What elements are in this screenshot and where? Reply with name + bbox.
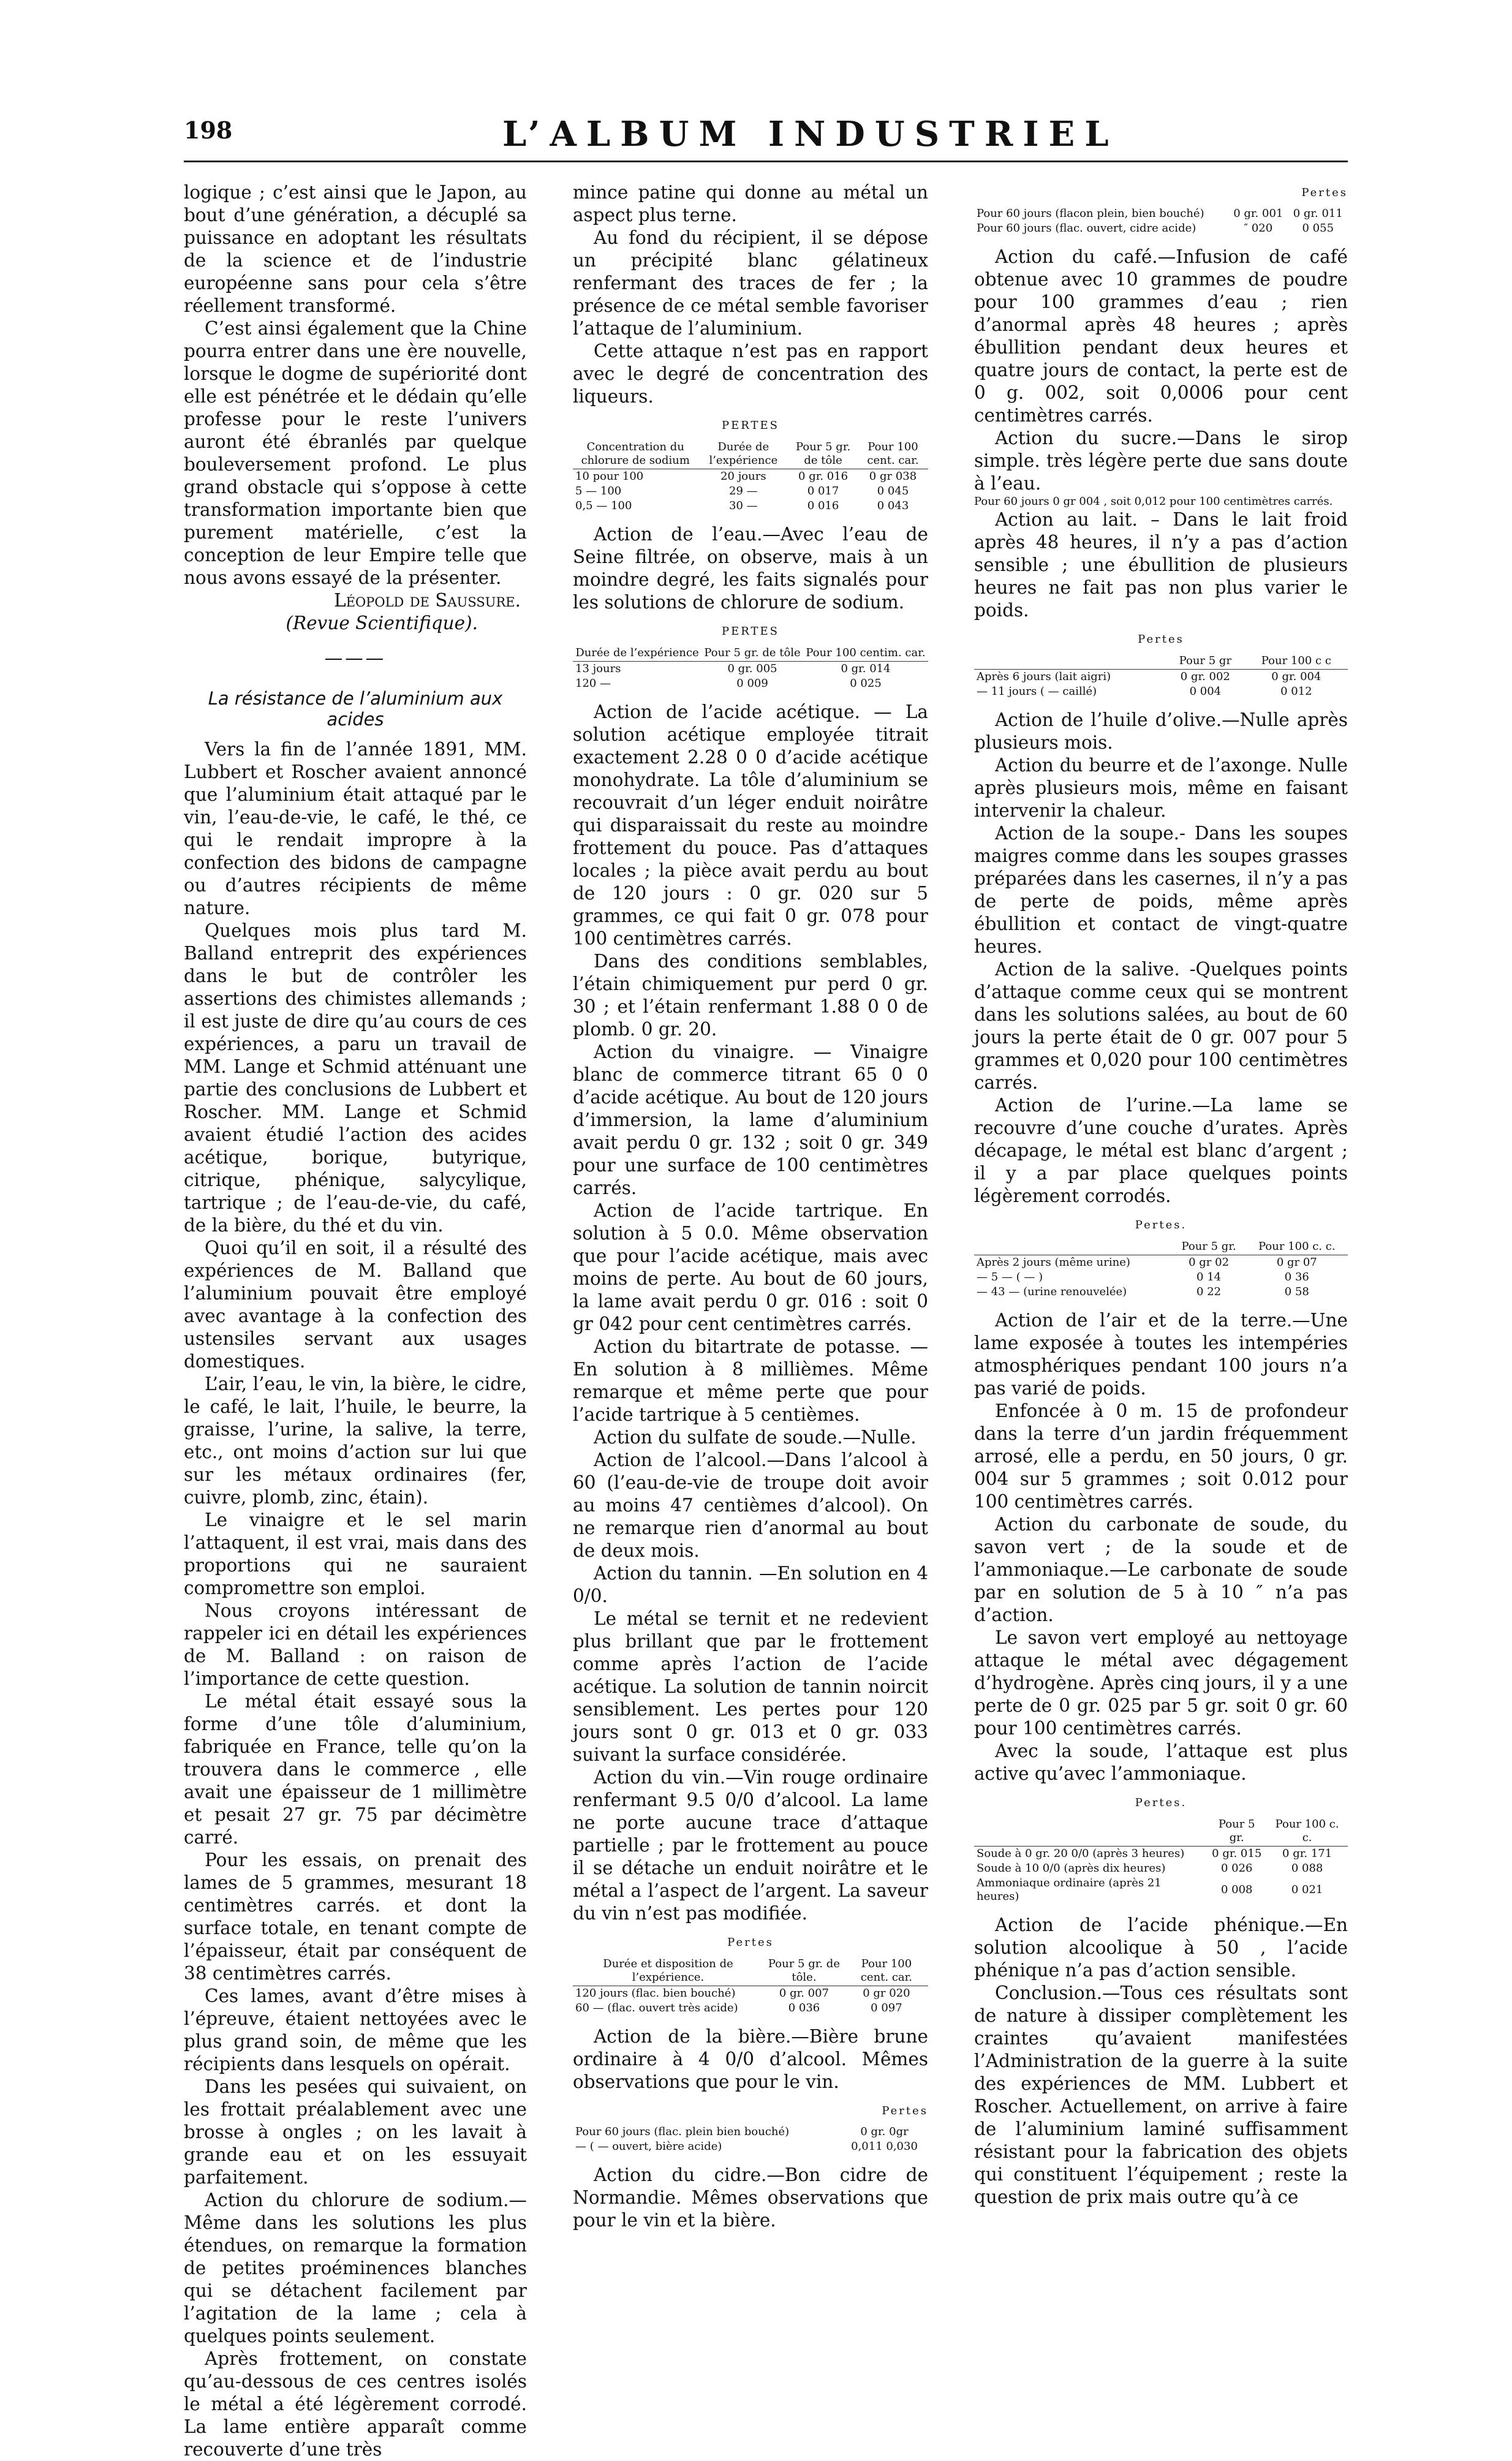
paragraph: Enfoncée à 0 m. 15 de profondeur dans la terre d’un jardin fréquemment arrosé, elle a perdu, en 50 jours, 0 gr. 004 sur 5 grammes ; soit 0.012 pour 100 centimètres carrés. bbox=[974, 1401, 1348, 1512]
table-cell: 29 — bbox=[729, 485, 758, 497]
table-row bbox=[573, 662, 928, 677]
table-header: Pour 100 centim. car. bbox=[803, 645, 928, 662]
paragraph: Action de l’urine.—La lame se recouvre d’une couche d’urates. Après décapage, le métal est blanc d’argent ; il y a par place quelques points légèrement corrodés. bbox=[974, 1095, 1348, 1206]
table-cell: — 43 — (urine renouvelée) bbox=[977, 1285, 1127, 1298]
table-caption: Pertes bbox=[1138, 633, 1184, 646]
table-cell: 0 gr. 011 bbox=[1293, 207, 1343, 220]
table-caption: Pertes. bbox=[1135, 1219, 1187, 1231]
author-signature: Léopold de Saussure. bbox=[334, 590, 521, 611]
table-cell: 0 008 bbox=[1220, 1883, 1253, 1896]
paragraph: Action du sucre.—Dans le sirop simple. très légère perte due sans doute à l’eau. bbox=[974, 428, 1348, 494]
paragraph: Quoi qu’il en soit, il a résulté des expériences de M. Balland que l’aluminium pouvait être employé avec avantage à la confection des ustensiles servant aux usages domestiques. bbox=[184, 1238, 527, 1372]
table-row bbox=[974, 1861, 1348, 1876]
paragraph: Dans des conditions semblables, l’étain chimiquement pur perd 0 gr. 30 ; et l’étain renfermant 1.88 0 0 de plomb. 0 gr. 20. bbox=[573, 951, 928, 1040]
table-header: Durée et disposition de l’expérience. bbox=[573, 1956, 763, 1986]
article-heading: La résistance de l’aluminium aux acides bbox=[208, 688, 503, 730]
table-cell: 0 012 bbox=[1280, 685, 1312, 698]
table-cell: 0 gr. 004 bbox=[1271, 670, 1321, 683]
paragraph: Action du vin.—Vin rouge ordinaire renfermant 9.5 0/0 d’alcool. La lame ne porte aucune trace d’attaque partielle ; par le frottement au pouce il se détache un enduit noirâtre et le métal a l’aspect de l’argent. La saveur du vin n’est pas modifiée. bbox=[573, 1767, 928, 1924]
table-cell: 0 017 bbox=[807, 485, 839, 497]
table-header: Pour 100 c. c. bbox=[1266, 1816, 1348, 1847]
table-header: Pour 100 c c bbox=[1245, 653, 1348, 670]
data-table bbox=[974, 1239, 1348, 1299]
paragraph: Vers la fin de l’année 1891, MM. Lubbert et Roscher avaient annoncé que l’aluminium était attaqué par le vin, l’eau-de-vie, le café, le thé, ce qui le rendait impropre à la confection des bidons de campagne ou d’autres récipients de même nature. bbox=[184, 739, 527, 918]
table-cell: 0 045 bbox=[877, 485, 909, 497]
table-row bbox=[974, 1255, 1348, 1271]
table-cell: ″ 020 bbox=[1244, 222, 1273, 235]
table-header: Durée de l’expérience bbox=[573, 645, 701, 662]
paragraph: Action du sulfate de soude.—Nulle. bbox=[594, 1427, 917, 1448]
paragraph: Quelques mois plus tard M. Balland entreprit des expériences dans le but de contrôler les assertions des chimistes allemands ; il est juste de dire qu’au cours de ces expériences, a paru un travail de MM. Lange et Schmid atténuant une partie des conclusions de Lubbert et Roscher. MM. Lange et Schmid avaient étudié l’action des acides acétique, borique, butyrique, citrique, phénique, salycylique, tartrique ; de l’eau-de-vie, du café, de la bière, du thé et du vin. bbox=[184, 920, 527, 1236]
page-number: 198 bbox=[184, 116, 233, 144]
table-caption: Pertes bbox=[727, 1936, 774, 1949]
paragraph: Le savon vert employé au nettoyage attaque le métal avec dégagement d’hydrogène. Après cinq jours, il y a une perte de 0 gr. 025 par 5 gr. soit 0 gr. 60 pour 100 centimètres carrés. bbox=[974, 1627, 1348, 1739]
table-cell: 5 — 100 bbox=[575, 485, 622, 497]
paragraph: Action de l’eau.—Avec l’eau de Seine filtrée, on observe, mais à un moindre degré, les faits signalés pour les solutions de chlorure de sodium. bbox=[573, 524, 928, 613]
table-cell: 0 055 bbox=[1302, 222, 1334, 235]
table-row bbox=[974, 670, 1348, 685]
paragraph: Action du cidre.—Bon cidre de Normandie. Mêmes observations que pour le vin et la bière. bbox=[573, 2164, 928, 2231]
table-header: Pour 5 gr. bbox=[1172, 1239, 1246, 1255]
table-cell: 120 jours (flac. bien bouché) bbox=[575, 1987, 736, 2000]
table-row bbox=[573, 1986, 928, 2002]
data-table bbox=[974, 1816, 1348, 1904]
paragraph: Action du café.—Infusion de café obtenue avec 10 grammes de poudre pour 100 grammes d’eau ; rien d’anormal après 48 heures ; après ébullition pendant deux heures et quatre jours de contact, la perte est de 0 g. 002, soit 0,0006 pour cent centimètres carrés. bbox=[974, 246, 1348, 426]
paragraph: Action du chlorure de sodium.—Même dans les solutions les plus étendues, on remarque la formation de petites proéminences blanches qui se détachent facilement par l’agitation de la lame ; cela à quelques points seulement. bbox=[184, 2190, 527, 2346]
table-cell: Soude à 10 0/0 (après dix heures) bbox=[977, 1862, 1166, 1875]
table-row bbox=[974, 684, 1348, 699]
table-caption: Pertes bbox=[1301, 186, 1348, 199]
table-cell: 0 009 bbox=[736, 677, 768, 690]
table-cell: 0 088 bbox=[1291, 1862, 1323, 1875]
table-cell: 0 021 bbox=[1291, 1883, 1323, 1896]
paragraph: Au fond du récipient, il se dépose un précipité blanc gélatineux renfermant des traces de fer ; la présence de ce métal semble favoriser l’attaque de l’aluminium. bbox=[573, 227, 928, 339]
paragraph: Le métal était essayé sous la forme d’une tôle d’aluminium, fabriquée en France, telle qu’on la trouvera dans le commerce , elle avait une épaisseur de 1 millimètre et pesait 27 gr. 75 par décimètre carré. bbox=[184, 1691, 527, 1848]
table-cell: 0 gr. 001 bbox=[1233, 207, 1283, 220]
table-header bbox=[974, 1239, 1172, 1255]
table-cell: 0 gr. 0gr bbox=[860, 2125, 909, 2138]
paragraph: Action du bitartrate de potasse. — En solution à 8 millièmes. Même remarque et même perte que pour l’acide tartrique à 5 centièmes. bbox=[573, 1336, 928, 1425]
table-cell: Ammoniaque ordinaire (après 21 heures) bbox=[977, 1877, 1162, 1903]
paragraph: logique ; c’est ainsi que le Japon, au bout d’une génération, a décuplé sa puissance en adoptant les résultats de la science et de l’industrie européenne sans pour cela s’être réellement transformé. bbox=[184, 182, 527, 316]
section-divider: ——— bbox=[324, 648, 387, 668]
table-header: Pour 5 gr. de tôle bbox=[788, 439, 858, 469]
table-cell: — ( — ouvert, bière acide) bbox=[575, 2140, 722, 2153]
table-header: Pour 100 c. c. bbox=[1246, 1239, 1348, 1255]
table-cell: 0 gr. 014 bbox=[841, 662, 891, 675]
data-table bbox=[573, 1956, 928, 2016]
table-caption: Pertes. bbox=[1135, 1796, 1187, 1809]
column-1 bbox=[184, 181, 527, 2460]
table-header: Concentration du chlorure de sodium bbox=[573, 439, 698, 469]
column-2 bbox=[573, 181, 928, 2231]
table-cell: Soude à 0 gr. 20 0/0 (après 3 heures) bbox=[977, 1847, 1185, 1860]
table-cell: 0 58 bbox=[1284, 1285, 1309, 1298]
paragraph: Action du tannin. —En solution en 4 0/0. bbox=[573, 1563, 928, 1606]
table-cell: 0 gr. 016 bbox=[798, 470, 849, 483]
paragraph: Dans les pesées qui suivaient, on les frottait préalablement avec une brosse à ongles ; on les lavait à grande eau et on les essuyait parfaitement. bbox=[184, 2076, 527, 2188]
table-header bbox=[974, 1816, 1207, 1847]
paragraph: Action au lait. – Dans le lait froid après 48 heures, il n’y a pas d’action sensible ; une ébullition de plusieurs heures ne fait pas non plus varier le poids. bbox=[974, 509, 1348, 621]
table-cell: 0 14 bbox=[1196, 1271, 1222, 1283]
paragraph: L’air, l’eau, le vin, la bière, le cidre, le café, le lait, l’huile, le beurre, la graisse, l’urine, la salive, la terre, etc., ont moins d’action sur lui que sur les métaux ordinaires (fer, cuivre, plomb, zinc, étain). bbox=[184, 1374, 527, 1508]
table-cell: 0,011 0,030 bbox=[851, 2140, 918, 2153]
data-table bbox=[974, 206, 1348, 236]
paragraph: Action de l’air et de la terre.—Une lame exposée à toutes les intempéries atmosphériques pendant 100 jours n’a pas varié de poids. bbox=[974, 1310, 1348, 1399]
paragraph: Avec la soude, l’attaque est plus active qu’avec l’ammoniaque. bbox=[974, 1741, 1348, 1784]
table-row bbox=[974, 1270, 1348, 1285]
table-row bbox=[974, 1847, 1348, 1862]
paragraph: Nous croyons intéressant de rappeler ici en détail les expériences de M. Balland : on raison de l’importance de cette question. bbox=[184, 1600, 527, 1689]
data-table bbox=[573, 645, 928, 691]
table-cell: 13 jours bbox=[575, 662, 621, 675]
paragraph: Action de l’acide phénique.—En solution alcoolique à 50 , l’acide phénique n’a pas d’action sensible. bbox=[974, 1915, 1348, 1981]
paragraph: Action du vinaigre. — Vinaigre blanc de commerce titrant 65 0 0 d’acide acétique. Au bout de 120 jours d’immersion, la lame d’aluminium avait perdu 0 gr. 132 ; soit 0 gr. 349 pour une surface de 100 centimètres carrés. bbox=[573, 1041, 928, 1198]
table-cell: Pour 60 jours (flacon plein, bien bouché) bbox=[977, 207, 1204, 220]
data-table bbox=[974, 653, 1348, 699]
table-cell: 0 36 bbox=[1284, 1271, 1309, 1283]
table-row bbox=[974, 1285, 1348, 1299]
table-cell: 0 004 bbox=[1189, 685, 1222, 698]
table-cell: 60 — (flac. ouvert très acide) bbox=[575, 2002, 738, 2014]
page-header bbox=[184, 114, 1348, 157]
table-cell: 120 — bbox=[575, 677, 611, 690]
table-header: Pour 5 gr. de tôle. bbox=[763, 1956, 845, 1986]
paragraph: Action de l’huile d’olive.—Nulle après plusieurs mois. bbox=[974, 709, 1348, 753]
table-cell: 0 016 bbox=[807, 499, 839, 512]
table-header bbox=[974, 653, 1166, 670]
table-cell: 0 gr. 171 bbox=[1282, 1847, 1332, 1860]
table-caption: Pertes bbox=[882, 2104, 928, 2117]
table-cell: 0 025 bbox=[850, 677, 882, 690]
paragraph: C’est ainsi également que la Chine pourra entrer dans une ère nouvelle, lorsque le dogme de supériorité dont elle est pénétrée et le dédain qu’elle professe pour le reste l’univers auront été ébranlés par quelque bouleversement profond. Le plus grand obstacle qui s’oppose à cette transformation importante bien que purement matérielle, c’est la conception de leur Empire telle que nous avons essayé de la présenter. bbox=[184, 318, 527, 588]
paragraph: Ces lames, avant d’être mises à l’épreuve, étaient nettoyées avec le plus grand soin, de même que les récipients dans lesquels on opérait. bbox=[184, 1986, 527, 2074]
table-header: Durée de l’expérience bbox=[698, 439, 789, 469]
table-row bbox=[974, 221, 1348, 236]
paragraph: Le vinaigre et le sel marin l’attaquent, il est vrai, mais dans des proportions qui ne sauraient compromettre son emploi. bbox=[184, 1510, 527, 1598]
table-cell: 0 gr. 007 bbox=[779, 1987, 830, 2000]
table-row bbox=[573, 2139, 928, 2154]
table-row bbox=[573, 2001, 928, 2016]
data-table bbox=[573, 439, 928, 513]
paragraph: Action de la salive. -Quelques points d’attaque comme ceux qui se montrent dans les solutions salées, au bout de 60 jours la perte était de 0 gr. 007 pour 5 grammes et 0,020 pour 100 centimètres carrés. bbox=[974, 959, 1348, 1093]
paragraph: Action de la bière.—Bière brune ordinaire à 4 0/0 d’alcool. Mêmes observations que pour le vin. bbox=[573, 2026, 928, 2092]
table-cell: — 11 jours ( — caillé) bbox=[977, 685, 1097, 698]
table-header: Pour 100 cent. car. bbox=[858, 439, 928, 469]
paragraph: Pour les essais, on prenait des lames de 5 grammes, mesurant 18 centimètres carrés. et dont la surface totale, en tenant compte de l’épaisseur, était par conséquent de 38 centimètres carrés. bbox=[184, 1850, 527, 1984]
table-note: Pour 60 jours 0 gr 004 , soit 0,012 pour 100 centimètres carrés. bbox=[974, 495, 1333, 508]
table-caption: PERTES bbox=[722, 419, 779, 432]
table-row bbox=[573, 676, 928, 691]
table-cell: 0 043 bbox=[877, 499, 909, 512]
paragraph: Action du beurre et de l’axonge. Nulle après plusieurs mois, même en faisant intervenir la chaleur. bbox=[974, 755, 1348, 821]
paragraph: Action du carbonate de soude, du savon vert ; de la soude et de l’ammoniaque.—Le carbonate de soude par en solution de 5 à 10 ″ n’a pas d’action. bbox=[974, 1514, 1348, 1625]
table-cell: Après 2 jours (même urine) bbox=[977, 1256, 1130, 1269]
table-row bbox=[573, 484, 928, 499]
table-cell: 0 097 bbox=[871, 2002, 902, 2014]
table-cell: 0 gr. 015 bbox=[1212, 1847, 1262, 1860]
table-row bbox=[573, 499, 928, 513]
table-row bbox=[974, 206, 1348, 221]
running-title: L’ALBUM INDUSTRIEL bbox=[502, 114, 1119, 154]
table-header: Pour 5 gr bbox=[1166, 653, 1245, 670]
source-citation: (Revue Scientifique). bbox=[285, 613, 478, 633]
paragraph: Action de la soupe.- Dans les soupes maigres comme dans les soupes grasses préparées dans les casernes, il n’y a pas de perte de poids, même après ébullition et contact de vingt-quatre heures. bbox=[974, 823, 1348, 957]
paragraph: Après frottement, on constate qu’au-dessous de ces centres isolés le métal a été légèrement corrodé. La lame entière apparaît comme recouverte d’une très bbox=[184, 2348, 527, 2460]
table-row bbox=[573, 469, 928, 485]
paragraph: Action de l’alcool.—Dans l’alcool à 60 (l’eau-de-vie de troupe doit avoir au moins 47 centièmes d’alcool). On ne remarque rien d’anormal au bout de deux mois. bbox=[573, 1450, 928, 1561]
column-3 bbox=[974, 181, 1348, 2221]
header-rule bbox=[184, 161, 1348, 162]
paragraph: Conclusion.—Tous ces résultats sont de nature à dissiper complètement les craintes qu’avaient manifestées l’Administration de la guerre à la suite des expériences de MM. Lubbert et Roscher. Actuellement, on arrive à faire de l’aluminium laminé suffisamment résistant pour la fabrication des objets qui constituent l’équipement ; reste la question de prix mais outre qu’à ce bbox=[974, 1983, 1348, 2207]
table-cell: 0 gr 038 bbox=[869, 470, 917, 483]
table-cell: 0 gr 020 bbox=[863, 1987, 910, 2000]
table-cell: 20 jours bbox=[720, 470, 766, 483]
table-cell: Pour 60 jours (flac. ouvert, cidre acide) bbox=[977, 222, 1196, 235]
table-cell: 0 22 bbox=[1196, 1285, 1222, 1298]
paragraph: Action de l’acide acétique. — La solution acétique employée titrait exactement 2.28 0 0 d’acide acétique monohydrate. La tôle d’aluminium se recouvrait d’un léger enduit noirâtre qui disparaissait du reste au moindre frottement du pouce. Pas d’attaques locales ; la pièce avait perdu au bout de 120 jours : 0 gr. 020 sur 5 grammes, ce qui fait 0 gr. 078 pour 100 centimètres carrés. bbox=[573, 701, 928, 949]
table-header: Pour 5 gr. de tôle bbox=[701, 645, 803, 662]
table-cell: 30 — bbox=[729, 499, 758, 512]
table-cell: Pour 60 jours (flac. plein bien bouché) bbox=[575, 2125, 790, 2138]
table-row bbox=[573, 2125, 928, 2139]
table-cell: Après 6 jours (lait aigri) bbox=[977, 670, 1111, 683]
table-row bbox=[974, 1876, 1348, 1904]
paragraph: Le métal se ternit et ne redevient plus brillant que par le frottement comme après l’action de l’acide acétique. La solution de tannin noircit sensiblement. Les pertes pour 120 jours sont 0 gr. 013 et 0 gr. 033 suivant la surface considérée. bbox=[573, 1608, 928, 1765]
table-header: Pour 100 cent. car. bbox=[845, 1956, 928, 1986]
paragraph: Action de l’acide tartrique. En solution à 5 0.0. Même observation que pour l’acide acétique, mais avec moins de perte. Au bout de 60 jours, la lame avait perdu 0 gr. 016 : soit 0 gr 042 pour cent centimètres carrés. bbox=[573, 1200, 928, 1334]
paragraph: mince patine qui donne au métal un aspect plus terne. bbox=[573, 182, 928, 225]
table-cell: — 5 — ( — ) bbox=[977, 1271, 1043, 1283]
table-cell: 0,5 — 100 bbox=[575, 499, 632, 512]
table-cell: 0 gr. 002 bbox=[1180, 670, 1230, 683]
table-cell: 0 gr. 005 bbox=[727, 662, 777, 675]
table-header: Pour 5 gr. bbox=[1207, 1816, 1266, 1847]
table-cell: 0 gr 02 bbox=[1189, 1256, 1230, 1269]
table-cell: 0 036 bbox=[788, 2002, 820, 2014]
paragraph: Cette attaque n’est pas en rapport avec le degré de concentration des liqueurs. bbox=[573, 341, 928, 407]
table-caption: PERTES bbox=[722, 625, 779, 638]
table-cell: 0 026 bbox=[1220, 1862, 1253, 1875]
table-cell: 10 pour 100 bbox=[575, 470, 644, 483]
data-table bbox=[573, 2125, 928, 2154]
table-cell: 0 gr 07 bbox=[1276, 1256, 1317, 1269]
